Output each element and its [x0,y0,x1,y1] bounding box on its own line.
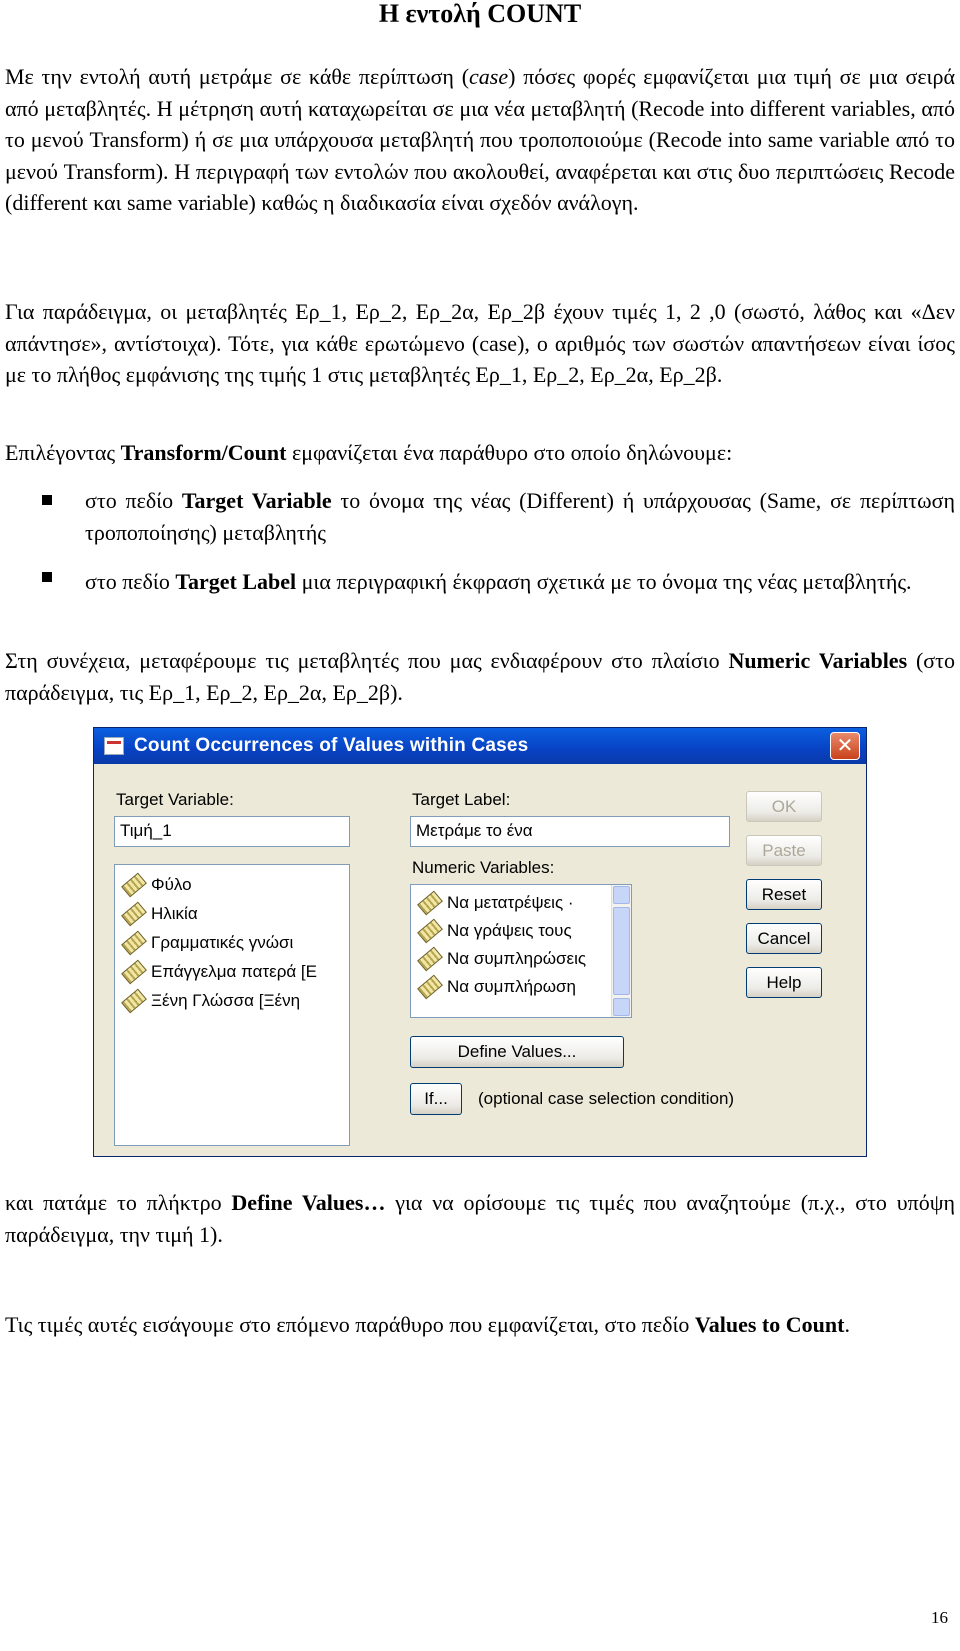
numeric-variables-list[interactable] [410,884,632,1018]
scale-variable-icon [121,960,147,985]
scale-variable-icon [121,902,147,927]
list-item[interactable] [419,975,576,999]
scale-variable-icon [417,975,443,1000]
source-variable-list[interactable] [114,864,350,1146]
bullet-target-label [85,566,955,598]
page-number: 16 [931,1608,948,1627]
list-item-label: Να μετατρέψεις · [447,893,574,912]
target-label-input[interactable]: Μετράμε το ένα [410,816,730,847]
scale-variable-icon [417,947,443,972]
list-item[interactable] [123,873,192,897]
list-item[interactable] [123,960,317,984]
scale-variable-icon [417,891,443,916]
scale-variable-icon [121,989,147,1014]
if-hint-text: (optional case selection condition) [478,1089,735,1108]
p3-text-1: Επιλέγοντας [5,440,121,465]
bullet-target-variable [85,485,955,548]
list-item-label: Φύλο [151,875,192,894]
scroll-thumb[interactable] [613,907,630,995]
list-item[interactable] [419,919,572,943]
numeric-variables-paragraph [5,645,955,708]
reset-button[interactable]: Reset [746,879,822,910]
target-label-label: Target Label: [412,790,511,809]
p6-text-1: Τις τιμές αυτές εισάγουμε στο επόμενο παράθυρο που εμφανίζεται, στο πεδίο [5,1312,695,1337]
bullet1-bold: Target Variable [181,488,332,513]
bullet1-text-2: το όνομα της νέας (Different) ή υπάρχουσας (Same, σε περίπτωση τροποποίησης) μεταβλητής [85,488,955,545]
vertical-scrollbar[interactable] [611,885,631,1017]
p6-text-2: . [844,1312,850,1337]
intro-paragraph [5,61,955,219]
list-item-label: Ξένη Γλώσσα [Ξένη [151,991,301,1010]
list-item-label: Γραμματικές γνώσι [151,933,294,952]
define-values-button[interactable]: Define Values... [410,1036,624,1068]
numeric-variables-label: Numeric Variables: [412,858,555,877]
app-icon [104,737,124,755]
p6-bold: Values to Count [694,1312,845,1337]
transform-count-paragraph [5,437,955,469]
scroll-down-icon[interactable] [613,998,630,1016]
list-item[interactable] [419,891,574,915]
intro-text-1: Με την εντολή αυτή μετράμε σε κάθε περίπτωση ( [5,64,470,89]
define-values-paragraph [5,1187,955,1250]
scale-variable-icon [121,873,147,898]
p4-text-1: Στη συνέχεια, μεταφέρουμε τις μεταβλητές που μας ενδιαφέρουν στο πλαίσιο [5,648,729,673]
bullet2-bold: Target Label [175,569,297,594]
p5-text-2: για να ορίσουμε τις τιμές που αναζητούμε (π.χ., στο υπόψη παράδειγμα, την τιμή 1). [5,1190,955,1247]
count-occurrences-dialog [93,727,867,1157]
p3-text-2: εμφανίζεται ένα παράθυρο στο οποίο δηλώνουμε: [286,440,733,465]
list-item-label: Να συμπληρώσεις [447,949,587,968]
target-variable-input[interactable]: Τιμή_1 [114,816,350,847]
intro-text-2: ) πόσες φορές εμφανίζεται μια τιμή σε μια σειρά από μεταβλητές. Η μέτρηση αυτή καταχωρείται σε μια νέα μεταβλητή (Recode into different variables, από το μενού Transform) ή σε μια υπάρχουσα μεταβλητή που τροποποιούμε (Recode into same variable από το μενού Transform). Η περιγραφή των εντολών που ακολουθεί, αναφέρεται και στις δυο περιπτώσεις Recode (different και same variable) καθώς η διαδικασία είναι σχεδόν ανάλογη. [5,64,955,215]
list-item-label: Να γράψεις τους [447,921,572,940]
dialog-title-bar[interactable] [94,728,866,764]
list-item-label: Να συμπλήρωση [447,977,576,996]
close-button[interactable]: ✕ [830,732,860,760]
intro-text-case: case [469,64,509,89]
p5-bold: Define Values… [231,1190,386,1215]
ok-button[interactable]: OK [746,791,822,822]
target-variable-label: Target Variable: [116,790,234,809]
p4-text-2: (στο παράδειγμα, τις Ερ_1, Ερ_2, Ερ_2α, Ερ_2β). [5,648,955,705]
values-to-count-paragraph [5,1309,955,1341]
cancel-button[interactable]: Cancel [746,923,822,954]
help-button[interactable]: Help [746,967,822,998]
scale-variable-icon [121,931,147,956]
p5-text-1: και πατάμε το πλήκτρο [5,1190,232,1215]
list-item[interactable] [123,931,293,955]
scale-variable-icon [417,919,443,944]
paste-button[interactable]: Paste [746,835,822,866]
bullet1-text-1: στο πεδίο [85,488,182,513]
example-paragraph: Για παράδειγμα, οι μεταβλητές Ερ_1, Ερ_2, Ερ_2α, Ερ_2β έχουν τιμές 1, 2 ,0 (σωστό, λάθος και «Δεν απάντησε», αντίστοιχα). Τότε, για κάθε ερωτώμενο (case), ο αριθμός των σωστών απαντήσεων είναι ίσος με το πλήθος εμφάνισης της τιμής 1 στις μεταβλητές Ερ_1, Ερ_2, Ερ_2α, Ερ_2β. [5,299,955,387]
bullet2-text-2: μια περιγραφική έκφραση σχετικά με το όνομα της νέας μεταβλητής. [296,569,912,594]
page-title: Η εντολή COUNT [378,0,582,28]
if-button[interactable]: If... [410,1083,462,1115]
list-item-label: Επάγγελμα πατερά [Ε [151,962,317,981]
bullet-marker [42,495,52,505]
list-item-label: Ηλικία [151,904,198,923]
scroll-up-icon[interactable] [613,886,630,904]
bullet-marker [42,572,52,582]
list-item[interactable] [123,989,300,1013]
bullet2-text-1: στο πεδίο [85,569,176,594]
p3-bold: Transform/Count [120,440,287,465]
list-item[interactable] [123,902,198,926]
dialog-title: Count Occurrences of Values within Cases [134,735,529,756]
list-item[interactable] [419,947,586,971]
p4-bold: Numeric Variables [728,648,908,673]
